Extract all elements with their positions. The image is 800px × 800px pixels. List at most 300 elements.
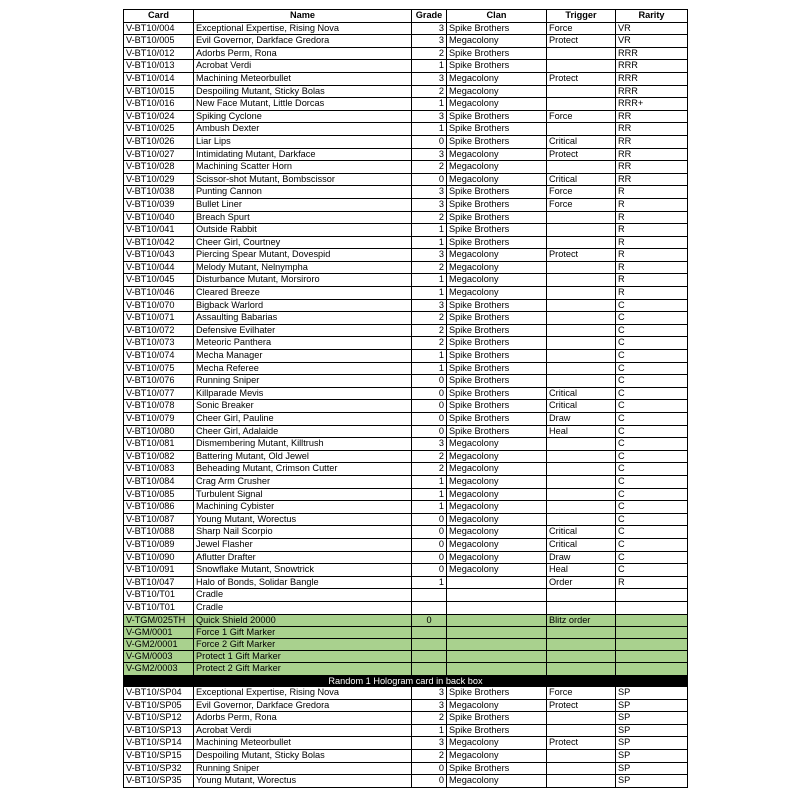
table-row: [124, 601, 688, 614]
cell-name: Meteoric Panthera: [194, 337, 412, 350]
cell-grade: 1: [412, 488, 447, 501]
cell-name: Bigback Warlord: [194, 299, 412, 312]
cell-card: V-BT10/085: [124, 488, 194, 501]
cell-card: V-BT10/044: [124, 261, 194, 274]
cell-grade: 1: [412, 362, 447, 375]
cell-grade: 1: [412, 287, 447, 300]
cell-grade: 1: [412, 475, 447, 488]
cell-rarity: SP: [616, 749, 688, 762]
cell-grade: 0: [412, 425, 447, 438]
cell-trigger: [547, 161, 616, 174]
cell-trigger: Draw: [547, 551, 616, 564]
cell-name: Spiking Cyclone: [194, 110, 412, 123]
table-row: [124, 375, 688, 388]
table-row: [124, 135, 688, 148]
cell-name: Quick Shield 20000: [194, 614, 412, 626]
cell-card: V-GM/0001: [124, 626, 194, 638]
cell-name: Crag Arm Crusher: [194, 475, 412, 488]
cell-grade: 1: [412, 236, 447, 249]
cell-card: V-BT10/013: [124, 60, 194, 73]
cell-rarity: C: [616, 324, 688, 337]
table-row: [124, 161, 688, 174]
cell-clan: Megacolony: [447, 775, 547, 788]
cell-name: Cradle: [194, 601, 412, 614]
cell-clan: Megacolony: [447, 699, 547, 712]
table-row: [124, 22, 688, 35]
cell-clan: [447, 626, 547, 638]
cell-clan: [447, 638, 547, 650]
cell-grade: 0: [412, 413, 447, 426]
cell-trigger: Critical: [547, 400, 616, 413]
cell-rarity: C: [616, 375, 688, 388]
cell-card: V-BT10/042: [124, 236, 194, 249]
cell-card: V-TGM/025TH: [124, 614, 194, 626]
cell-trigger: [547, 224, 616, 237]
cell-name: Liar Lips: [194, 135, 412, 148]
table-row: [124, 589, 688, 602]
cell-trigger: [547, 60, 616, 73]
cell-clan: Megacolony: [447, 475, 547, 488]
cell-trigger: Draw: [547, 413, 616, 426]
cell-name: Punting Cannon: [194, 186, 412, 199]
cell-clan: Spike Brothers: [447, 350, 547, 363]
table-row: [124, 425, 688, 438]
table-row: [124, 186, 688, 199]
cell-clan: Spike Brothers: [447, 425, 547, 438]
cell-name: Sharp Nail Scorpio: [194, 526, 412, 539]
cell-card: V-BT10/T01: [124, 601, 194, 614]
cell-card: V-BT10/084: [124, 475, 194, 488]
cell-rarity: R: [616, 576, 688, 589]
cell-rarity: C: [616, 501, 688, 514]
table-row: [124, 576, 688, 589]
table-row: [124, 699, 688, 712]
cell-clan: Spike Brothers: [447, 22, 547, 35]
hologram-banner-row: [124, 675, 688, 687]
cell-rarity: R: [616, 287, 688, 300]
cell-name: Sonic Breaker: [194, 400, 412, 413]
cell-clan: Spike Brothers: [447, 324, 547, 337]
cell-card: V-BT10/039: [124, 198, 194, 211]
cell-clan: [447, 663, 547, 675]
table-row: [124, 299, 688, 312]
cell-rarity: RRR: [616, 72, 688, 85]
cell-grade: 3: [412, 249, 447, 262]
cell-name: Defensive Evilhater: [194, 324, 412, 337]
table-row: [124, 148, 688, 161]
cell-grade: [412, 601, 447, 614]
table-row: [124, 173, 688, 186]
cell-clan: [447, 589, 547, 602]
cell-card: V-BT10/024: [124, 110, 194, 123]
cell-rarity: C: [616, 362, 688, 375]
cell-grade: 2: [412, 463, 447, 476]
cell-grade: [412, 589, 447, 602]
table-row: [124, 488, 688, 501]
cell-clan: Megacolony: [447, 274, 547, 287]
cell-grade: 2: [412, 337, 447, 350]
cell-name: Despoiling Mutant, Sticky Bolas: [194, 749, 412, 762]
cell-name: Aflutter Drafter: [194, 551, 412, 564]
cell-grade: 3: [412, 699, 447, 712]
cell-clan: Megacolony: [447, 749, 547, 762]
cell-clan: [447, 576, 547, 589]
cell-trigger: [547, 749, 616, 762]
table-row: [124, 413, 688, 426]
cell-card: V-BT10/029: [124, 173, 194, 186]
cell-clan: Spike Brothers: [447, 224, 547, 237]
cell-card: V-BT10/045: [124, 274, 194, 287]
cell-name: Evil Governor, Darkface Gredora: [194, 35, 412, 48]
cell-name: Exceptional Expertise, Rising Nova: [194, 22, 412, 35]
cell-name: Young Mutant, Worectus: [194, 775, 412, 788]
cell-trigger: [547, 663, 616, 675]
cell-name: Machining Meteorbullet: [194, 737, 412, 750]
cell-name: Snowflake Mutant, Snowtrick: [194, 564, 412, 577]
table-row: [124, 274, 688, 287]
cell-grade: 0: [412, 614, 447, 626]
cell-name: Assaulting Babarias: [194, 312, 412, 325]
cell-clan: Spike Brothers: [447, 211, 547, 224]
cell-rarity: [616, 663, 688, 675]
cell-clan: Megacolony: [447, 261, 547, 274]
cell-rarity: C: [616, 400, 688, 413]
cell-trigger: Order: [547, 576, 616, 589]
cell-trigger: Critical: [547, 135, 616, 148]
cell-rarity: SP: [616, 724, 688, 737]
cell-clan: Megacolony: [447, 35, 547, 48]
cell-grade: [412, 638, 447, 650]
cell-card: V-BT10/SP14: [124, 737, 194, 750]
cell-clan: [447, 651, 547, 663]
table-row: [124, 614, 688, 626]
table-row: [124, 749, 688, 762]
table-row: [124, 687, 688, 700]
cell-rarity: C: [616, 450, 688, 463]
table-row: [124, 538, 688, 551]
cell-trigger: [547, 501, 616, 514]
cell-grade: 1: [412, 724, 447, 737]
cell-trigger: [547, 236, 616, 249]
cell-grade: 0: [412, 173, 447, 186]
cell-clan: Megacolony: [447, 173, 547, 186]
cell-rarity: C: [616, 299, 688, 312]
cell-trigger: Protect: [547, 737, 616, 750]
cell-trigger: [547, 98, 616, 111]
table-row: [124, 501, 688, 514]
cell-clan: Spike Brothers: [447, 236, 547, 249]
cell-rarity: C: [616, 337, 688, 350]
cell-grade: 3: [412, 438, 447, 451]
table-row: [124, 261, 688, 274]
cell-trigger: Force: [547, 198, 616, 211]
cell-card: V-BT10/SP05: [124, 699, 194, 712]
table-row: [124, 85, 688, 98]
cell-name: Cheer Girl, Adalaide: [194, 425, 412, 438]
table-row: [124, 312, 688, 325]
cell-trigger: [547, 123, 616, 136]
cell-card: V-BT10/089: [124, 538, 194, 551]
cell-grade: 0: [412, 375, 447, 388]
cell-card: V-BT10/090: [124, 551, 194, 564]
cell-clan: Megacolony: [447, 501, 547, 514]
cell-clan: Megacolony: [447, 564, 547, 577]
cell-rarity: C: [616, 387, 688, 400]
cell-rarity: SP: [616, 687, 688, 700]
cell-card: V-BT10/041: [124, 224, 194, 237]
cell-name: Scissor-shot Mutant, Bombscissor: [194, 173, 412, 186]
cell-card: V-BT10/083: [124, 463, 194, 476]
cell-name: Battering Mutant, Old Jewel: [194, 450, 412, 463]
cell-name: Mecha Manager: [194, 350, 412, 363]
cell-clan: Spike Brothers: [447, 413, 547, 426]
cell-trigger: [547, 762, 616, 775]
cell-rarity: R: [616, 186, 688, 199]
cell-card: V-BT10/005: [124, 35, 194, 48]
table-row: [124, 224, 688, 237]
cell-grade: 2: [412, 450, 447, 463]
table-row: [124, 638, 688, 650]
cell-grade: 2: [412, 324, 447, 337]
cell-clan: Megacolony: [447, 72, 547, 85]
cell-trigger: Heal: [547, 425, 616, 438]
cell-card: V-BT10/016: [124, 98, 194, 111]
cell-grade: 0: [412, 564, 447, 577]
header-row: [124, 10, 688, 23]
header-rarity: Rarity: [616, 10, 688, 23]
cell-card: V-BT10/SP13: [124, 724, 194, 737]
cell-card: V-BT10/070: [124, 299, 194, 312]
cell-trigger: Critical: [547, 526, 616, 539]
cell-clan: Megacolony: [447, 463, 547, 476]
cell-trigger: Critical: [547, 538, 616, 551]
cell-name: Turbulent Signal: [194, 488, 412, 501]
cell-trigger: [547, 362, 616, 375]
cell-trigger: Protect: [547, 249, 616, 262]
cell-name: Acrobat Verdi: [194, 724, 412, 737]
cell-clan: Megacolony: [447, 287, 547, 300]
cell-rarity: R: [616, 274, 688, 287]
cell-clan: Megacolony: [447, 513, 547, 526]
cell-grade: [412, 651, 447, 663]
cell-clan: Spike Brothers: [447, 186, 547, 199]
cell-grade: 1: [412, 123, 447, 136]
table-row: [124, 249, 688, 262]
cell-trigger: [547, 211, 616, 224]
cell-rarity: RRR+: [616, 98, 688, 111]
cell-clan: Spike Brothers: [447, 762, 547, 775]
table-row: [124, 438, 688, 451]
cell-rarity: C: [616, 463, 688, 476]
cell-trigger: Critical: [547, 173, 616, 186]
cell-name: Running Sniper: [194, 762, 412, 775]
cell-clan: [447, 601, 547, 614]
cell-trigger: Protect: [547, 148, 616, 161]
cell-trigger: Heal: [547, 564, 616, 577]
table-row: [124, 110, 688, 123]
cell-grade: 0: [412, 387, 447, 400]
cell-name: Disturbance Mutant, Morsiroro: [194, 274, 412, 287]
cell-name: Dismembering Mutant, Killtrush: [194, 438, 412, 451]
cell-trigger: Protect: [547, 35, 616, 48]
cell-card: V-GM2/0001: [124, 638, 194, 650]
table-row: [124, 513, 688, 526]
cell-card: V-BT10/SP35: [124, 775, 194, 788]
cell-clan: Spike Brothers: [447, 387, 547, 400]
cell-grade: 0: [412, 538, 447, 551]
cell-card: V-BT10/078: [124, 400, 194, 413]
cell-name: Breach Spurt: [194, 211, 412, 224]
cell-trigger: [547, 337, 616, 350]
cell-card: V-BT10/080: [124, 425, 194, 438]
cell-rarity: SP: [616, 712, 688, 725]
cell-name: Mecha Referee: [194, 362, 412, 375]
cell-card: V-BT10/072: [124, 324, 194, 337]
cell-card: V-BT10/076: [124, 375, 194, 388]
cell-trigger: Force: [547, 110, 616, 123]
cell-clan: Spike Brothers: [447, 400, 547, 413]
cell-rarity: C: [616, 551, 688, 564]
cell-card: V-BT10/040: [124, 211, 194, 224]
cell-card: V-BT10/081: [124, 438, 194, 451]
cell-name: Intimidating Mutant, Darkface: [194, 148, 412, 161]
cell-rarity: C: [616, 312, 688, 325]
cell-card: V-BT10/SP12: [124, 712, 194, 725]
cell-clan: Spike Brothers: [447, 724, 547, 737]
cell-card: V-BT10/015: [124, 85, 194, 98]
cell-name: Evil Governor, Darkface Gredora: [194, 699, 412, 712]
cell-trigger: [547, 626, 616, 638]
table-row: [124, 526, 688, 539]
cell-rarity: RR: [616, 173, 688, 186]
cell-rarity: R: [616, 249, 688, 262]
cell-trigger: [547, 324, 616, 337]
cell-clan: Spike Brothers: [447, 198, 547, 211]
table-row: [124, 475, 688, 488]
cell-name: Jewel Flasher: [194, 538, 412, 551]
cell-trigger: [547, 638, 616, 650]
cell-clan: Spike Brothers: [447, 60, 547, 73]
cell-clan: Megacolony: [447, 161, 547, 174]
cell-grade: 3: [412, 737, 447, 750]
cell-trigger: Force: [547, 186, 616, 199]
cell-trigger: Critical: [547, 387, 616, 400]
cell-card: V-BT10/SP32: [124, 762, 194, 775]
cell-clan: Spike Brothers: [447, 375, 547, 388]
card-list-table: [123, 9, 688, 788]
cell-grade: 2: [412, 749, 447, 762]
cell-name: Killparade Mevis: [194, 387, 412, 400]
table-row: [124, 324, 688, 337]
cell-trigger: [547, 651, 616, 663]
cell-trigger: [547, 712, 616, 725]
cell-card: V-BT10/071: [124, 312, 194, 325]
cell-grade: 0: [412, 526, 447, 539]
cell-trigger: [547, 438, 616, 451]
cell-trigger: [547, 312, 616, 325]
table-row: [124, 663, 688, 675]
cell-clan: Spike Brothers: [447, 299, 547, 312]
cell-name: Protect 2 Gift Marker: [194, 663, 412, 675]
cell-grade: 1: [412, 350, 447, 363]
cell-card: V-BT10/087: [124, 513, 194, 526]
cell-clan: Spike Brothers: [447, 312, 547, 325]
cell-name: Force 1 Gift Marker: [194, 626, 412, 638]
cell-grade: 0: [412, 513, 447, 526]
cell-trigger: [547, 513, 616, 526]
cell-card: V-BT10/079: [124, 413, 194, 426]
cell-card: V-BT10/025: [124, 123, 194, 136]
cell-trigger: [547, 589, 616, 602]
cell-trigger: [547, 488, 616, 501]
cell-name: Force 2 Gift Marker: [194, 638, 412, 650]
cell-rarity: [616, 626, 688, 638]
cell-trigger: [547, 350, 616, 363]
cell-clan: Spike Brothers: [447, 362, 547, 375]
cell-trigger: Protect: [547, 72, 616, 85]
table-body: [124, 22, 688, 787]
cell-clan: Megacolony: [447, 148, 547, 161]
cell-card: V-BT10/SP04: [124, 687, 194, 700]
table-row: [124, 712, 688, 725]
cell-trigger: Force: [547, 687, 616, 700]
cell-card: V-GM2/0003: [124, 663, 194, 675]
cell-card: V-BT10/086: [124, 501, 194, 514]
cell-card: V-BT10/027: [124, 148, 194, 161]
cell-grade: [412, 626, 447, 638]
cell-name: Cradle: [194, 589, 412, 602]
cell-grade: 2: [412, 312, 447, 325]
cell-name: Ambush Dexter: [194, 123, 412, 136]
cell-grade: 0: [412, 775, 447, 788]
cell-card: V-BT10/082: [124, 450, 194, 463]
cell-grade: 0: [412, 135, 447, 148]
table-row: [124, 626, 688, 638]
cell-grade: 2: [412, 85, 447, 98]
cell-rarity: SP: [616, 699, 688, 712]
cell-clan: Megacolony: [447, 538, 547, 551]
cell-name: Young Mutant, Worectus: [194, 513, 412, 526]
cell-card: V-BT10/004: [124, 22, 194, 35]
cell-clan: Megacolony: [447, 526, 547, 539]
cell-grade: 3: [412, 186, 447, 199]
cell-trigger: [547, 85, 616, 98]
cell-grade: 1: [412, 98, 447, 111]
cell-rarity: RR: [616, 135, 688, 148]
cell-rarity: R: [616, 198, 688, 211]
cell-card: V-BT10/091: [124, 564, 194, 577]
table-row: [124, 551, 688, 564]
table-row: [124, 35, 688, 48]
cell-grade: 3: [412, 22, 447, 35]
cell-clan: Megacolony: [447, 551, 547, 564]
cell-rarity: RRR: [616, 85, 688, 98]
cell-rarity: C: [616, 526, 688, 539]
cell-name: Bullet Liner: [194, 198, 412, 211]
cell-grade: 2: [412, 211, 447, 224]
cell-name: Acrobat Verdi: [194, 60, 412, 73]
cell-trigger: [547, 299, 616, 312]
cell-clan: Megacolony: [447, 98, 547, 111]
cell-rarity: C: [616, 475, 688, 488]
cell-grade: 1: [412, 274, 447, 287]
cell-card: V-BT10/026: [124, 135, 194, 148]
cell-name: Protect 1 Gift Marker: [194, 651, 412, 663]
cell-trigger: [547, 475, 616, 488]
cell-rarity: SP: [616, 762, 688, 775]
cell-card: V-BT10/075: [124, 362, 194, 375]
cell-grade: 3: [412, 198, 447, 211]
